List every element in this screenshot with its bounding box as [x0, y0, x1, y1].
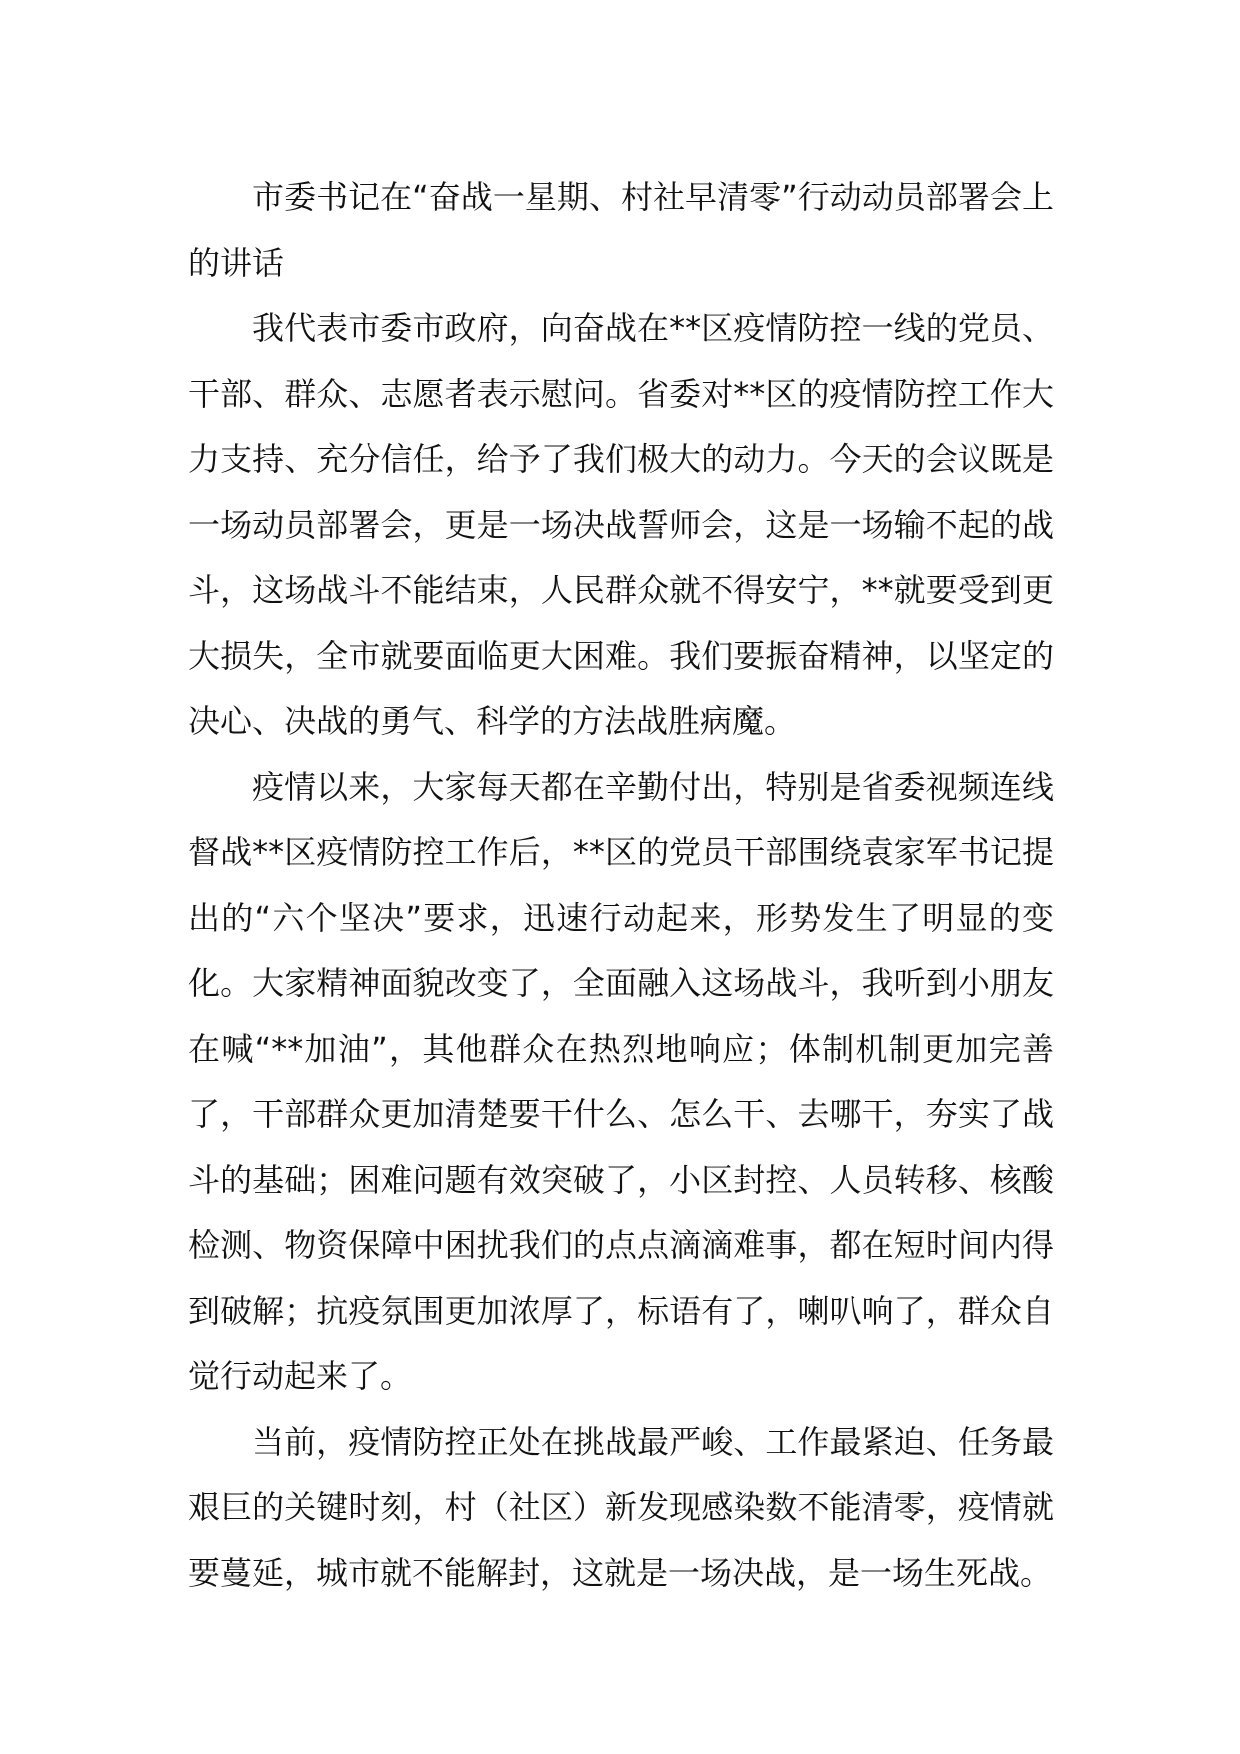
document-title: 市委书记在“奋战一星期、村社早清零”行动动员部署会上的讲话	[188, 178, 1054, 282]
document-body	[188, 165, 1054, 1606]
paragraph-1: 我代表市委市政府，向奋战在**区疫情防控一线的党员、干部、群众、志愿者表示慰问。省委对**区的疫情防控工作大力支持、充分信任，给予了我们极大的动力。今天的会议既是一场动员部署会，更是一场决战誓师会，这是一场输不起的战斗，这场战斗不能结束，人民群众就不得安宁，**就要受到更大损失，全市就要面临更大困难。我们要振奋精神，以坚定的决心、决战的勇气、科学的方法战胜病魔。	[188, 309, 1054, 740]
paragraph-2: 疫情以来，大家每天都在辛勤付出，特别是省委视频连线督战**区疫情防控工作后，**区的党员干部围绕袁家军书记提出的“六个坚决”要求，迅速行动起来，形势发生了明显的变化。大家精神面貌改变了，全面融入这场战斗，我听到小朋友在喊“**加油”，其他群众在热烈地响应；体制机制更加完善了，干部群众更加清楚要干什么、怎么干、去哪干，夯实了战斗的基础；困难问题有效突破了，小区封控、人员转移、核酸检测、物资保障中困扰我们的点点滴滴难事，都在短时间内得到破解；抗疫氛围更加浓厚了，标语有了，喇叭响了，群众自觉行动起来了。	[188, 767, 1054, 1395]
paragraph-3: 当前，疫情防控正处在挑战最严峻、工作最紧迫、任务最艰巨的关键时刻，村（社区）新发现感染数不能清零，疫情就要蔓延，城市就不能解封，这就是一场决战，是一场生死战。	[188, 1422, 1054, 1592]
